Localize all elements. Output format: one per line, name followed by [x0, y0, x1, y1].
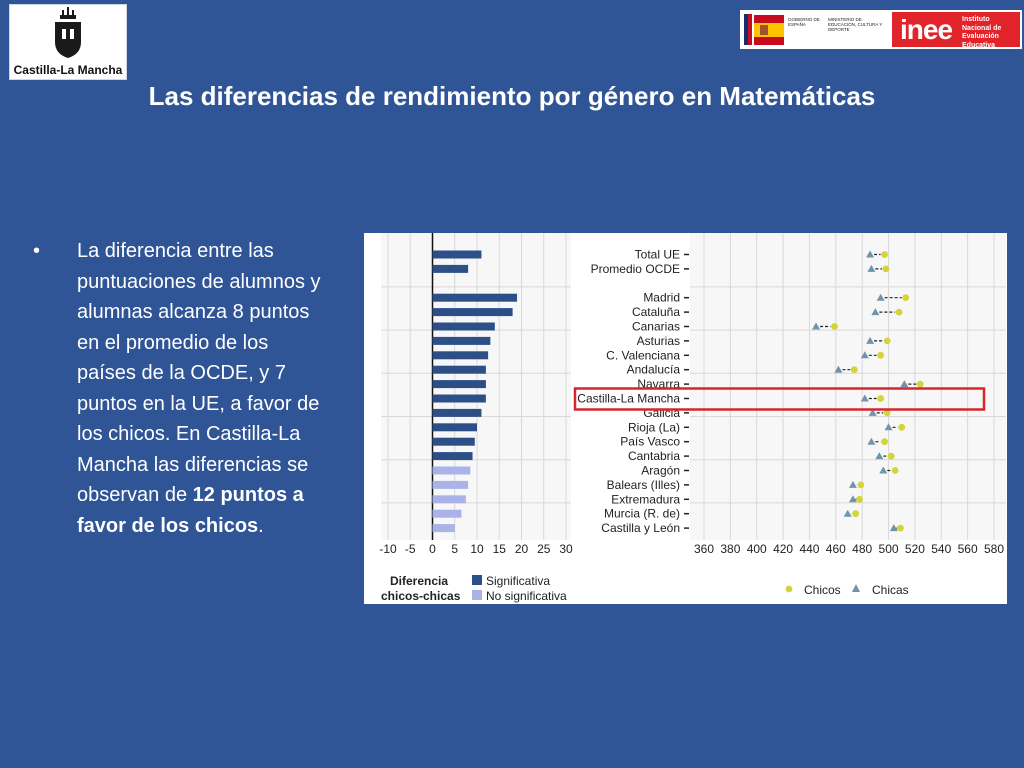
- gap-bar: [433, 294, 518, 302]
- category-label: Rioja (La): [627, 420, 680, 435]
- score-x-tick-label: 560: [957, 542, 978, 556]
- category-label: Aragón: [641, 463, 680, 478]
- bar-legend-title: Diferencia: [390, 574, 449, 588]
- gap-bar: [433, 467, 471, 475]
- chicos-point: [877, 352, 884, 359]
- score-x-tick-label: 400: [746, 542, 767, 556]
- inee-subtitle: Instituto Nacional de Evaluación Educativa: [962, 16, 1002, 49]
- gap-bar: [433, 409, 482, 417]
- category-label: Cantabria: [627, 449, 680, 464]
- bar-x-tick-label: 30: [559, 542, 573, 556]
- score-x-tick-label: 520: [904, 542, 925, 556]
- bar-x-tick-label: 20: [514, 542, 529, 556]
- chicos-point: [857, 482, 864, 489]
- bullet-text-end: .: [258, 514, 264, 537]
- category-label: Asturias: [636, 333, 680, 348]
- bar-x-tick-label: -5: [404, 542, 416, 556]
- spain-flag-icon: [742, 12, 786, 47]
- bullet-item: [77, 236, 327, 541]
- coat-of-arms-icon: [10, 5, 126, 65]
- score-x-tick-label: 500: [878, 542, 899, 556]
- gap-bar: [433, 265, 469, 273]
- category-label: Total UE: [634, 247, 680, 262]
- castilla-la-mancha-logo: [9, 4, 127, 80]
- bullet-marker: •: [33, 240, 41, 262]
- bar-legend-title: chicos-chicas: [381, 589, 461, 603]
- score-x-tick-label: 360: [693, 542, 715, 556]
- bar-x-tick-label: 15: [492, 542, 506, 556]
- gap-bar: [433, 351, 489, 359]
- inee-wordmark: inee: [900, 14, 953, 45]
- logo-label: Castilla-La Mancha: [13, 63, 123, 77]
- chicos-point: [888, 453, 895, 460]
- legend-chicos-marker: [786, 586, 793, 593]
- gap-bar: [433, 452, 473, 460]
- bar-x-tick-label: 0: [429, 542, 436, 556]
- ministry-label: MINISTERIO DE EDUCACIÓN, CULTURA Y DEPORTE: [828, 17, 883, 32]
- score-x-tick-label: 540: [931, 542, 952, 556]
- chicos-point: [883, 266, 890, 273]
- category-label: Madrid: [643, 290, 680, 305]
- inee-logo: [892, 12, 1020, 47]
- category-label: C. Valenciana: [606, 348, 680, 363]
- bar-x-tick-label: 10: [470, 542, 484, 556]
- category-label: Balears (Illes): [606, 477, 680, 492]
- gap-bar: [433, 524, 455, 532]
- chicos-point: [896, 309, 903, 316]
- bar-x-tick-label: 5: [451, 542, 459, 556]
- gap-bar: [433, 438, 475, 446]
- chicos-point: [884, 338, 891, 345]
- legend-chicos-label: Chicos: [804, 583, 841, 597]
- category-label: Galicia: [643, 405, 680, 420]
- category-label: Murcia (R. de): [603, 506, 680, 521]
- bullet-text-plain: La diferencia entre las puntuaciones de alumnos y alumnas alcanza 8 puntos en el promedio de los países de la OCDE, y 7 puntos en la UE, a favor de los chicos. En Castilla-La Mancha las diferencias se observan de: [77, 240, 321, 506]
- chicos-point: [892, 467, 899, 474]
- ministry-logos: [740, 10, 1022, 49]
- chicos-point: [856, 496, 863, 503]
- score-x-tick-label: 480: [852, 542, 873, 556]
- chicos-point: [881, 251, 888, 258]
- bar-x-tick-label: 25: [537, 542, 551, 556]
- gap-bar: [433, 481, 469, 489]
- gap-bar: [433, 423, 478, 431]
- chart-svg: [364, 233, 1007, 604]
- chicos-point: [902, 294, 909, 301]
- category-label: Castilla y León: [601, 521, 680, 536]
- category-label: Canarias: [631, 319, 680, 334]
- legend-chicas-marker: [852, 584, 860, 592]
- category-label: Castilla-La Mancha: [577, 391, 680, 406]
- gap-bar: [433, 510, 462, 518]
- chicos-point: [881, 438, 888, 445]
- category-label: Andalucía: [626, 362, 680, 377]
- chicos-point: [851, 366, 858, 373]
- gap-bar: [433, 495, 466, 503]
- gap-bar: [433, 323, 495, 331]
- chicos-point: [898, 424, 905, 431]
- legend-not-significant-label: No significativa: [486, 589, 567, 603]
- category-label: Cataluña: [631, 305, 680, 320]
- legend-significant-swatch: [472, 575, 482, 585]
- score-x-tick-label: 580: [983, 542, 1005, 556]
- category-label: Promedio OCDE: [590, 261, 680, 276]
- gap-bar: [433, 308, 513, 316]
- bullet-text-bold: 12 puntos a favor de los chicos: [77, 484, 304, 537]
- chicos-point: [877, 395, 884, 402]
- gap-bar: [433, 251, 482, 259]
- score-x-tick-label: 460: [825, 542, 846, 556]
- category-label: País Vasco: [620, 434, 680, 449]
- gap-bar: [433, 380, 486, 388]
- score-panel-background: [690, 233, 1006, 540]
- chicos-point: [897, 525, 904, 532]
- score-x-tick-label: 440: [799, 542, 820, 556]
- chicos-point: [917, 381, 924, 388]
- category-label: Extremadura: [611, 492, 680, 507]
- legend-chicas-label: Chicas: [872, 583, 909, 597]
- legend-significant-label: Significativa: [486, 574, 551, 588]
- gobierno-label: GOBIERNO DE ESPAÑA: [788, 17, 820, 27]
- chicos-point: [852, 510, 859, 517]
- category-label: Navarra: [637, 377, 680, 392]
- gap-bar: [433, 366, 486, 374]
- slide-title: Las diferencias de rendimiento por género en Matemáticas: [148, 81, 876, 111]
- score-x-tick-label: 420: [773, 542, 794, 556]
- chicos-point: [831, 323, 838, 330]
- gobierno-logo: [742, 12, 888, 47]
- gap-bar: [433, 395, 486, 403]
- gap-bar: [433, 337, 491, 345]
- legend-not-significant-swatch: [472, 590, 482, 600]
- gender-gap-figure: [364, 233, 1007, 604]
- bar-x-tick-label: -10: [379, 542, 397, 556]
- score-x-tick-label: 380: [720, 542, 741, 556]
